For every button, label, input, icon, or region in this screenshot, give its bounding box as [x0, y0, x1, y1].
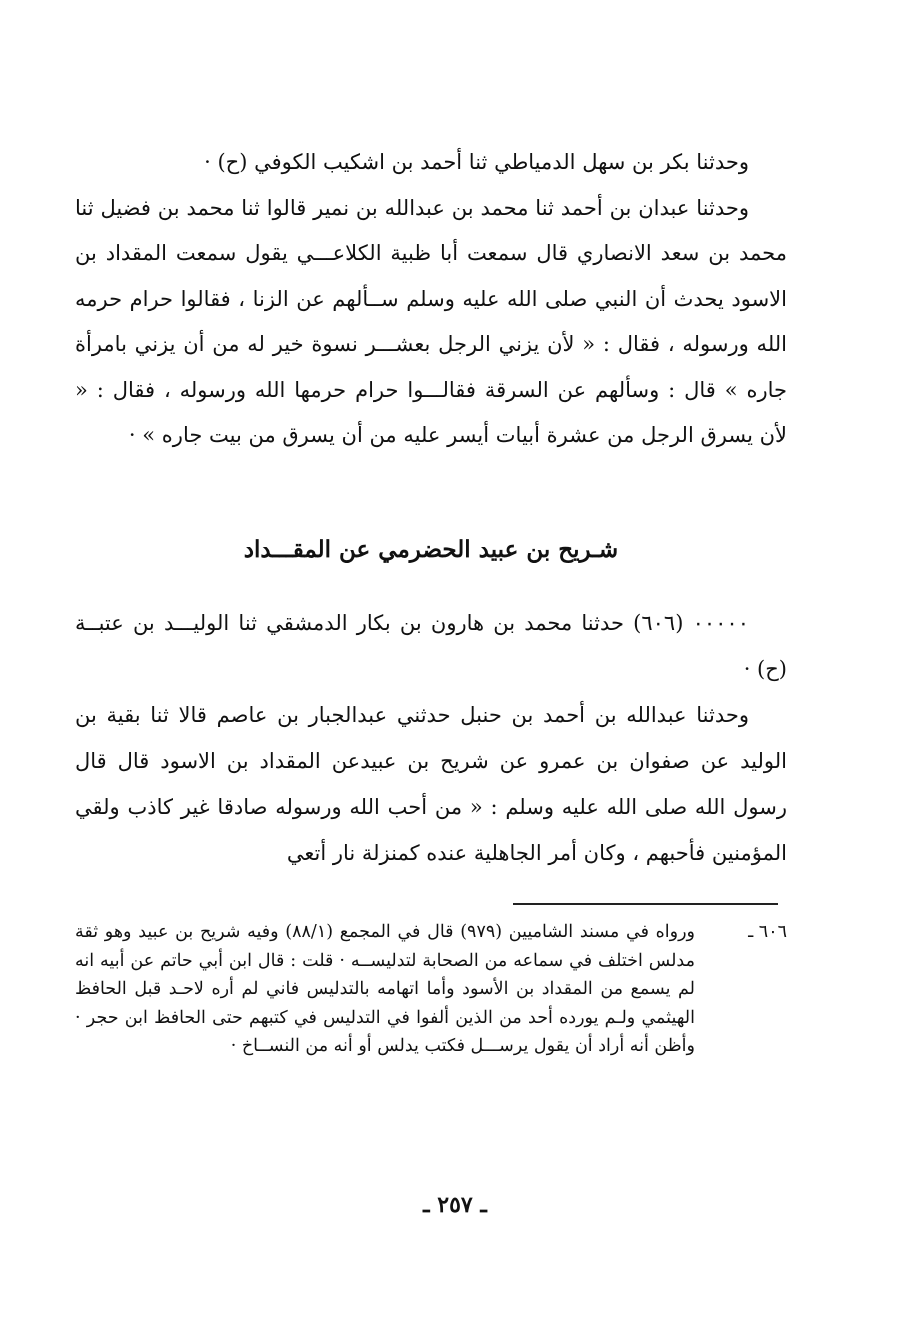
paragraph-chain-1: وحدثنا بكر بن سهل الدمياطي ثنا أحمد بن اشكيب الكوفي (ح) · [204, 150, 749, 174]
main-text [75, 140, 787, 459]
footnote [75, 918, 787, 1061]
paragraph-hadith-zina: وحدثنا عبدان بن أحمد ثنا محمد بن عبدالله بن نمير قالوا ثنا محمد بن فضيل ثنا محمد بن سعد الانصاري قال سمعت أبا ظبية الكلاعـــي يقول سمعت المقداد بن الاسود يحدث أن النبي صلى الله عليه وسلم ســألهم عن الزنا ، فقالوا حرام حرمه الله ورسوله ، فقال : « لأن يزني الرجل بعشـــر نسوة خير له من أن يزني بامرأة جاره » قال : وسألهم عن السرقة فقالـــوا حرام حرمها الله ورسوله ، فقال : « لأن يسرق الرجل من عشرة أبيات أيسر عليه من أن يسرق من بيت جاره » · [75, 195, 787, 447]
paragraph-hadith-606: ٠٠٠٠٠ (٦٠٦) حدثنا محمد بن هارون بن بكار الدمشقي ثنا الوليـــد بن عتبــة (ح) · [75, 611, 787, 681]
footnote-text: ورواه في مسند الشاميين (٩٧٩) قال في المجمع (٨٨/١) وفيه شريح بن عبيد وهو ثقة مدلس اختلف في سماعه من الصحابة لتدليســه · قلت : قال ابن أبي حاتم عن أبيه انه لم يسمع من المقداد بن الأسود وأما اتهامه بالتدليس فاني لم أره لاحـد قبل الحافظ الهيثمي ولـم يورده أحد من الذين ألفوا في التدليس في كتبهم حتى الحافظ ابن حجر · وأظن أنه أراد أن يقول يرســـل فكتب يدلس أو أنه من النســاخ · [75, 922, 696, 1056]
footnote-number: ٦٠٦ ـ [748, 922, 787, 942]
footnote-divider [513, 903, 778, 905]
section-heading: شـريح بن عبيد الحضرمي عن المقـــداد [243, 536, 619, 563]
paragraph-hadith-606-chain: وحدثنا عبدالله بن أحمد بن حنبل حدثني عبدالجبار بن عاصم قالا ثنا بقية بن الوليد عن صفوان بن عمرو عن شريح بن عبيدعن المقداد بن الاسود قال قال رسول الله صلى الله عليه وسلم : « من أحب الله ورسوله صادقا غير كاذب ولقي المؤمنين فأحبهم ، وكان أمر الجاهلية عنده كمنزلة نار أتعي [75, 703, 787, 865]
page-number: ـ ٢٥٧ ـ [423, 1192, 487, 1218]
section-text [75, 600, 787, 876]
